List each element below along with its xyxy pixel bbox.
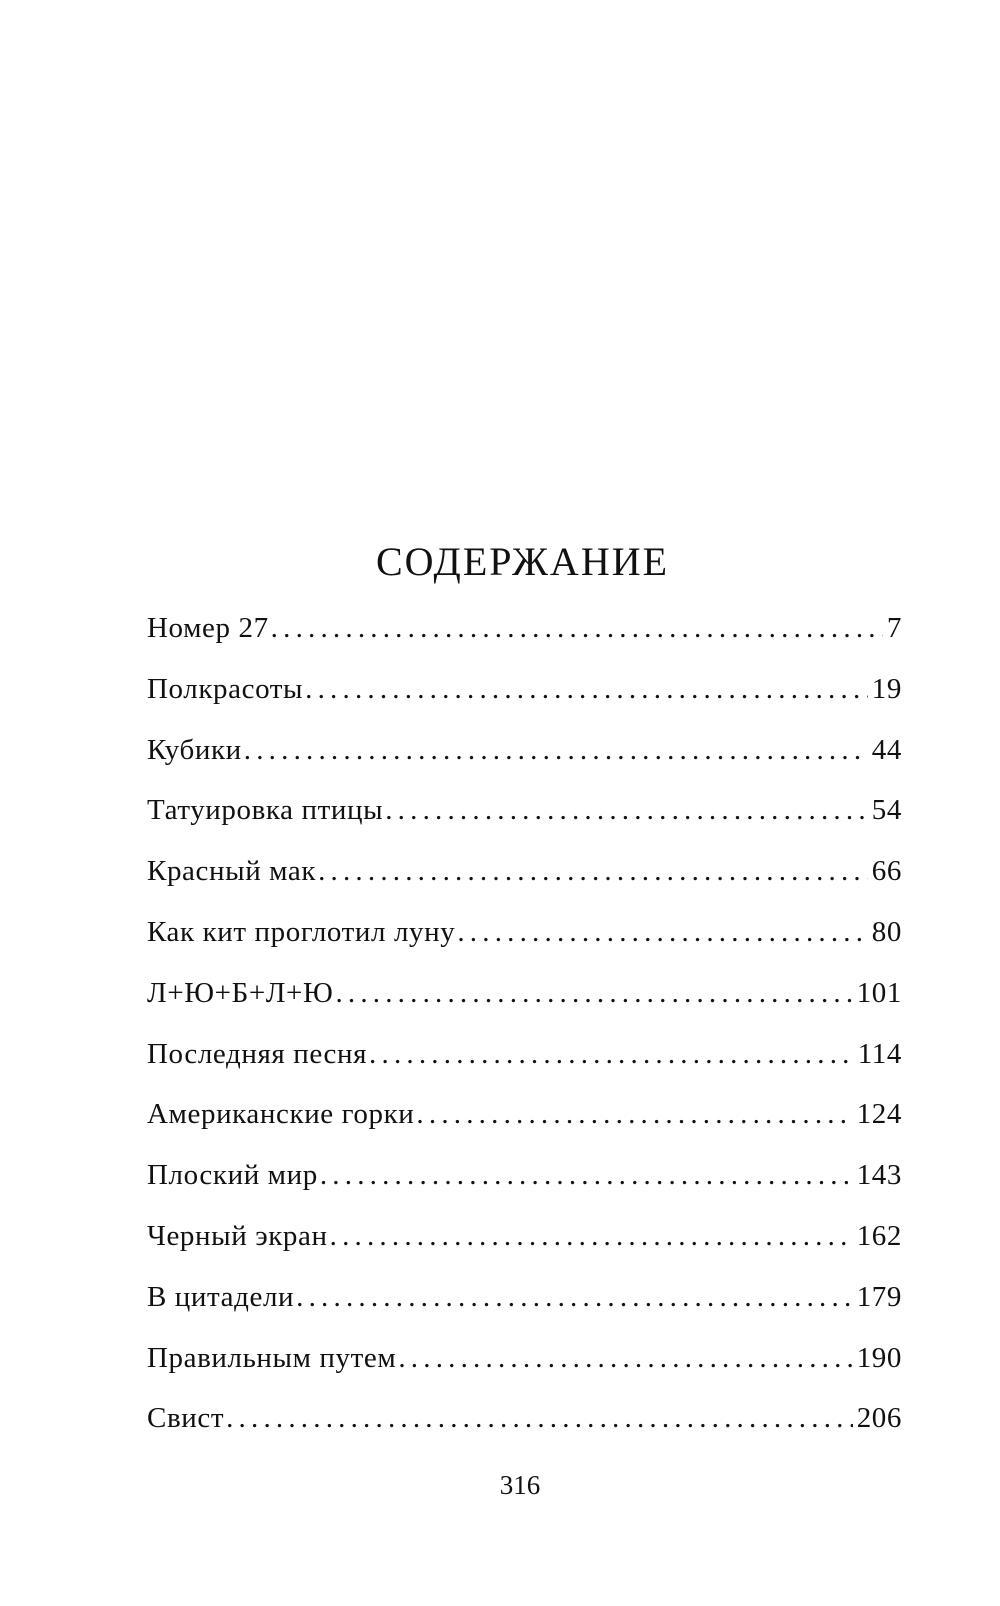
toc-entry-page: 190 — [856, 1341, 902, 1374]
toc-entry — [147, 1159, 902, 1220]
dot-leader — [271, 612, 883, 645]
toc-entry-page: 206 — [856, 1402, 902, 1435]
dot-leader — [335, 977, 852, 1010]
toc-entry-title: Полкрасоты — [147, 672, 304, 705]
toc-entry-title: Л+Ю+Б+Л+Ю — [147, 976, 334, 1009]
dot-leader — [457, 916, 867, 949]
toc-entry-page: 114 — [857, 1037, 902, 1070]
toc-entry — [147, 855, 902, 916]
toc-entry-page: 124 — [856, 1098, 902, 1131]
dot-leader — [385, 794, 868, 827]
toc-entry-title: Плоский мир — [147, 1159, 318, 1192]
toc-entry-title: Правильным путем — [147, 1341, 397, 1374]
toc-entry — [147, 1402, 902, 1463]
toc-entry-title: Красный мак — [147, 855, 317, 888]
toc-entry-page: 80 — [871, 915, 902, 948]
dot-leader — [318, 855, 868, 888]
toc-entry-page: 179 — [856, 1280, 902, 1313]
dot-leader — [330, 1220, 853, 1253]
toc-entry — [147, 673, 902, 734]
toc-entry-title: Кубики — [147, 733, 242, 766]
toc-entry-page: 162 — [856, 1219, 902, 1252]
toc-entry-title: Татуировка птицы — [147, 794, 384, 827]
toc-entry — [147, 1281, 902, 1342]
dot-leader — [369, 1038, 854, 1071]
toc-entry-page: 7 — [886, 612, 902, 644]
dot-leader — [320, 1159, 853, 1192]
toc-entry — [147, 1220, 902, 1281]
toc-entry — [147, 612, 902, 673]
toc-entry — [147, 734, 902, 795]
toc-entry — [147, 977, 902, 1038]
toc-heading: СОДЕРЖАНИЕ — [375, 539, 670, 584]
toc-entry-title: В цитадели — [147, 1280, 295, 1313]
toc-entry-title: Номер 27 — [147, 612, 269, 644]
dot-leader — [244, 734, 868, 767]
toc-entry — [147, 794, 902, 855]
toc-entry — [147, 1342, 902, 1403]
dot-leader — [398, 1342, 852, 1375]
table-of-contents — [147, 612, 902, 1463]
toc-entry-title: Американские горки — [147, 1098, 415, 1131]
toc-entry-title: Последняя песня — [147, 1037, 368, 1070]
dot-leader — [416, 1098, 852, 1131]
toc-entry-page: 44 — [871, 733, 902, 766]
toc-entry — [147, 1038, 902, 1099]
dot-leader — [305, 673, 868, 706]
dot-leader — [296, 1281, 853, 1314]
toc-entry-page: 101 — [856, 976, 902, 1009]
toc-entry-title: Как кит проглотил луну — [147, 915, 456, 948]
page-number: 316 — [499, 1470, 541, 1500]
toc-entry — [147, 1098, 902, 1159]
toc-entry-page: 143 — [856, 1159, 902, 1192]
toc-entry — [147, 916, 902, 977]
toc-entry-page: 54 — [871, 794, 902, 827]
dot-leader — [226, 1402, 853, 1435]
toc-entry-page: 66 — [871, 855, 902, 888]
toc-entry-title: Черный экран — [147, 1219, 328, 1252]
toc-entry-page: 19 — [871, 672, 902, 705]
toc-entry-title: Свист — [147, 1402, 225, 1435]
